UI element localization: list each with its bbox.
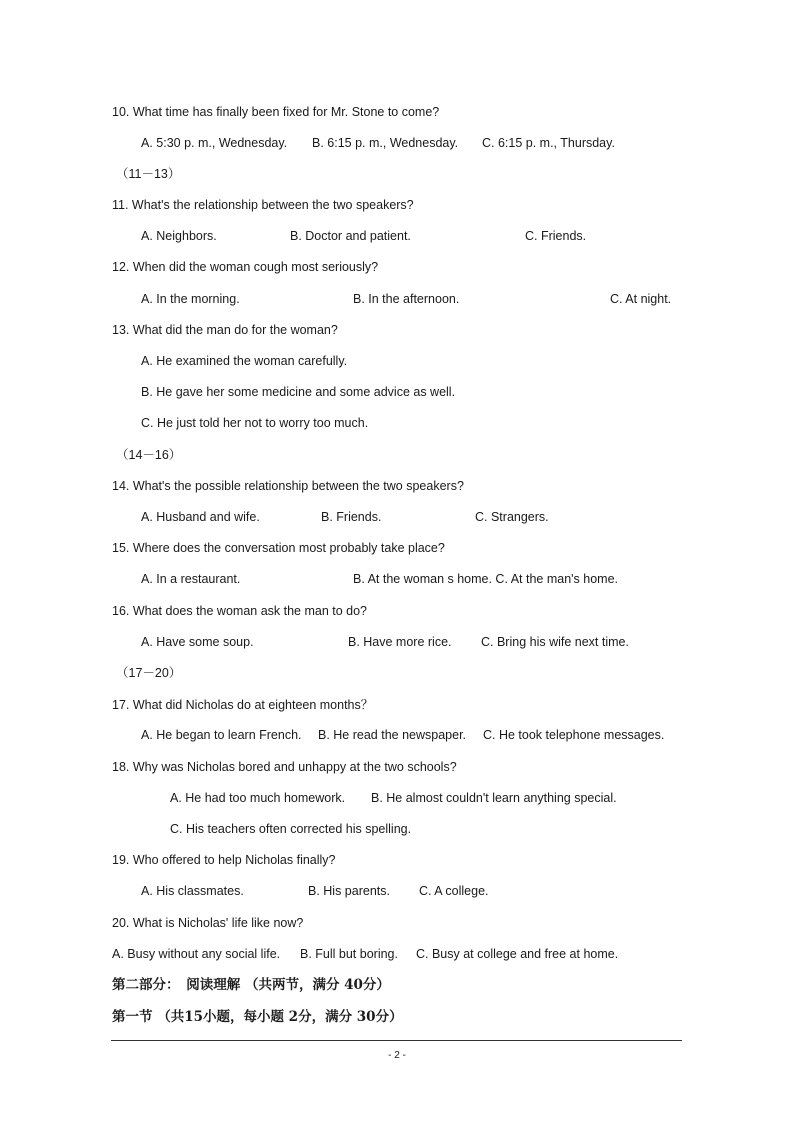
question-12-stem: 12. When did the woman cough most seriously?: [112, 260, 379, 274]
question-10-option-b: B. 6:15 p. m., Wednesday.: [312, 136, 459, 150]
question-18-option-b: B. He almost couldn't learn anything special.: [371, 791, 617, 805]
question-12-option-b: B. In the afternoon.: [353, 292, 460, 306]
question-16-option-b: B. Have more rice.: [348, 635, 452, 649]
question-17-option-c: C. He took telephone messages.: [483, 728, 665, 742]
question-14-option-a: A. Husband and wife.: [141, 510, 260, 524]
question-11-option-b: B. Doctor and patient.: [290, 229, 411, 243]
question-14-stem: 14. What's the possible relationship between the two speakers?: [112, 479, 464, 493]
question-20-stem: 20. What is Nicholas' life like now?: [112, 916, 304, 930]
question-17-stem: 17. What did Nicholas do at eighteen months？: [112, 698, 374, 712]
question-17-option-b: B. He read the newspaper.: [318, 728, 467, 742]
question-11-option-a: A. Neighbors.: [141, 229, 217, 243]
question-10-option-a: A. 5:30 p. m., Wednesday.: [141, 136, 288, 150]
group-label-11-13: （11－13）: [116, 167, 181, 181]
question-15-options-b-c: B. At the woman s home. C. At the man's home.: [353, 572, 619, 586]
question-20-option-a: A. Busy without any social life.: [112, 947, 281, 961]
question-13-option-b: B. He gave her some medicine and some advice as well.: [141, 385, 456, 399]
page-number: - 2 -: [388, 1050, 406, 1061]
question-12-option-c: C. At night.: [610, 292, 672, 306]
question-16-stem: 16. What does the woman ask the man to do?: [112, 604, 368, 618]
question-10-stem: 10. What time has finally been fixed for Mr. Stone to come?: [112, 105, 440, 119]
question-14-option-c: C. Strangers.: [475, 510, 549, 524]
question-17-option-a: A. He began to learn French.: [141, 728, 302, 742]
question-20-option-c: C. Busy at college and free at home.: [416, 947, 619, 961]
question-13-stem: 13. What did the man do for the woman?: [112, 323, 338, 337]
question-18-option-a: A. He had too much homework.: [170, 791, 346, 805]
question-19-option-c: C. A college.: [419, 884, 489, 898]
question-16-option-c: C. Bring his wife next time.: [481, 635, 629, 649]
question-14-option-b: B. Friends.: [321, 510, 382, 524]
question-13-option-a: A. He examined the woman carefully.: [141, 354, 348, 368]
question-12-option-a: A. In the morning.: [141, 292, 240, 306]
question-11-option-c: C. Friends.: [525, 229, 587, 243]
question-15-stem: 15. Where does the conversation most probably take place?: [112, 541, 445, 555]
question-20-option-b: B. Full but boring.: [300, 947, 398, 961]
group-label-17-20: （17－20）: [116, 666, 182, 680]
question-19-option-a: A. His classmates.: [141, 884, 244, 898]
group-label-14-16: （14－16）: [116, 448, 182, 462]
question-18-option-c: C. His teachers often corrected his spelling.: [170, 822, 412, 836]
question-13-option-c: C. He just told her not to worry too much.: [141, 416, 369, 430]
question-19-option-b: B. His parents.: [308, 884, 390, 898]
question-11-stem: 11. What's the relationship between the two speakers?: [112, 198, 414, 212]
question-15-option-a: A. In a restaurant.: [141, 572, 241, 586]
section-heading-section-1: 第一节 （共15小题，每小题 2分，满分 30分）: [112, 1009, 403, 1025]
question-18-stem: 18. Why was Nicholas bored and unhappy at the two schools?: [112, 760, 457, 774]
question-19-stem: 19. Who offered to help Nicholas finally?: [112, 853, 336, 867]
footer-divider: [111, 1040, 682, 1041]
question-10-option-c: C. 6:15 p. m., Thursday.: [482, 136, 615, 150]
section-heading-part-2: 第二部分： 阅读理解 （共两节，满分 40分）: [112, 977, 390, 993]
question-16-option-a: A. Have some soup.: [141, 635, 254, 649]
